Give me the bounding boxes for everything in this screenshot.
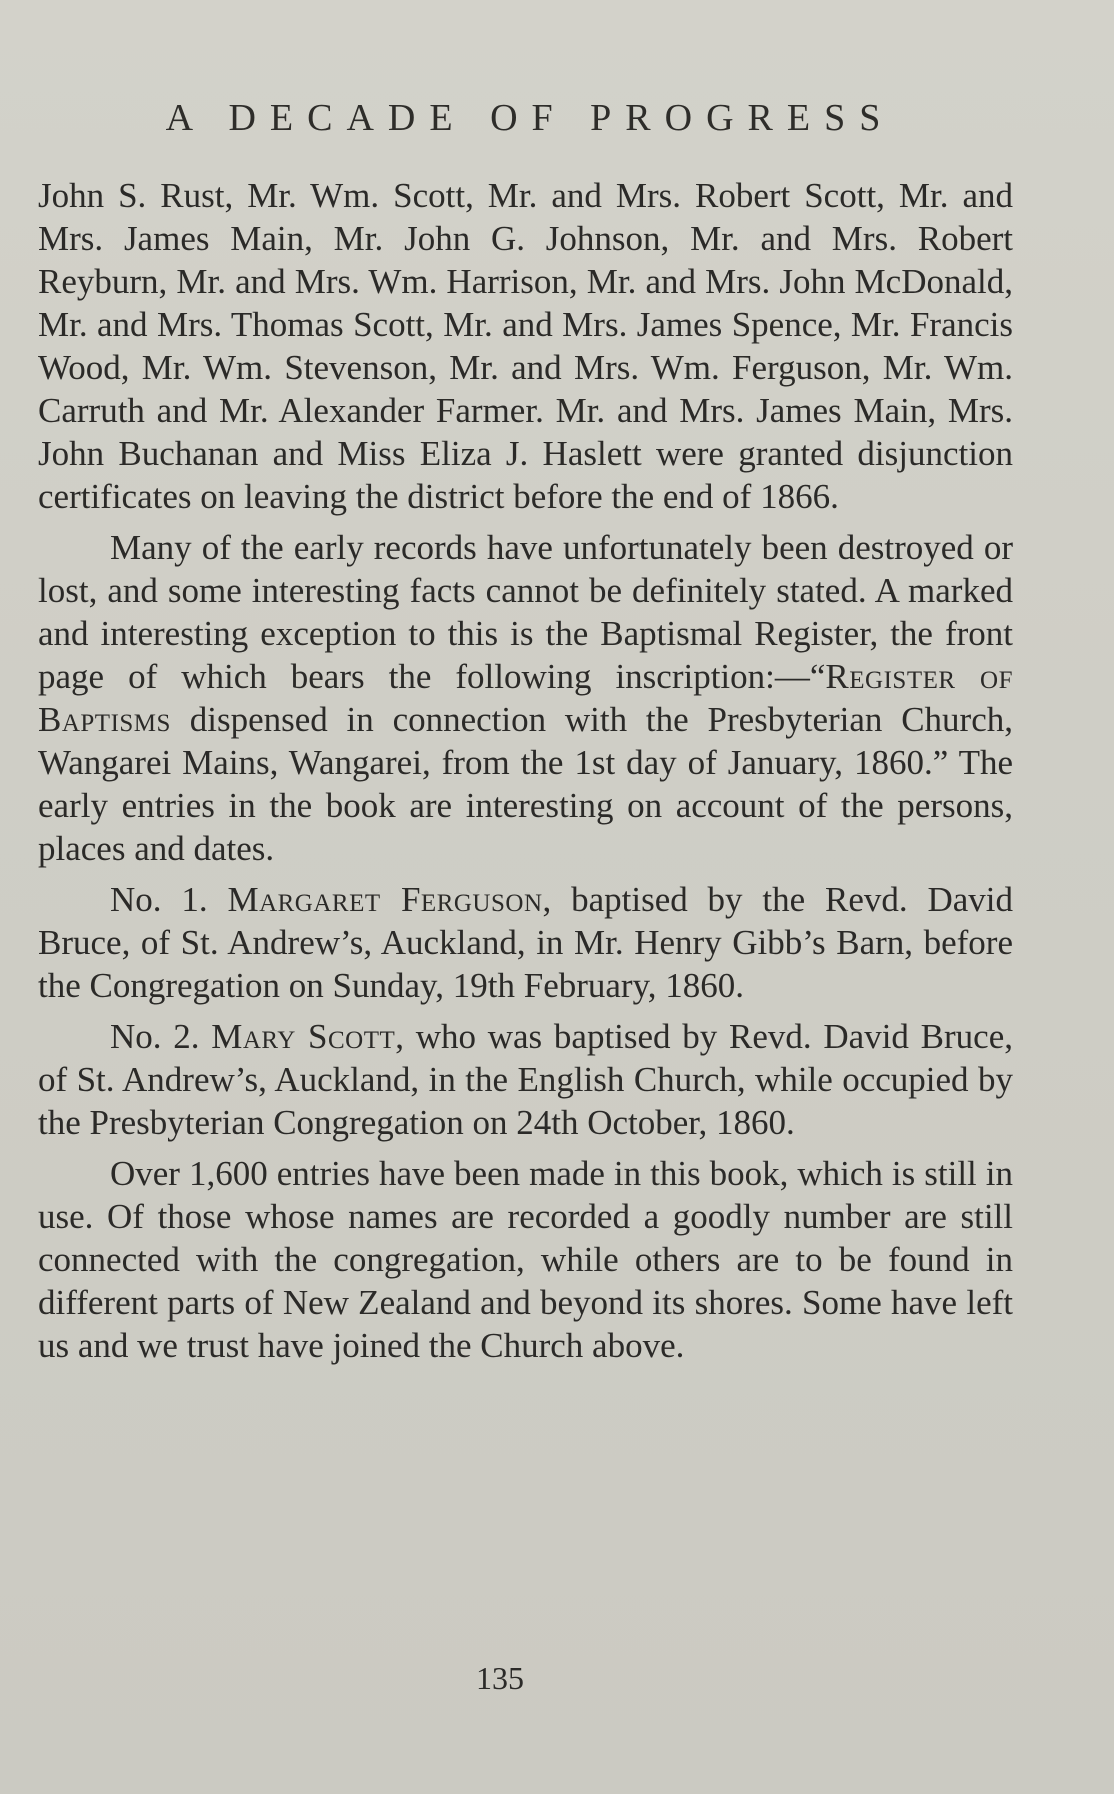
paragraph-baptismal-register [38,526,1013,870]
entry-1-name: Margaret Ferguson [227,880,543,919]
page-body [38,174,1013,1375]
paragraph-members-list: John S. Rust, Mr. Wm. Scott, Mr. and Mrs. Robert Scott, Mr. and Mrs. James Main, Mr. John G. Johnson, Mr. and Mrs. Robert Reyburn, Mr. and Mrs. Wm. Harrison, Mr. and Mrs. John McDonald, Mr. and Mrs. Thomas Scott, Mr. and Mrs. James Spence, Mr. Francis Wood, Mr. Wm. Stevenson, Mr. and Mrs. Wm. Ferguson, Mr. Wm. Carruth and Mr. Alexander Farmer. Mr. and Mrs. James Main, Mrs. John Buchanan and Miss Eliza J. Haslett were granted disjunction certificates on leaving the district before the end of 1866. [38,176,1013,516]
register-intro-text: Many of the early records have unfortunately been destroyed or lost, and some interesting facts cannot be definitely stated. A marked and interesting exception to this is the Baptismal Register, the front page of which bears the following inscription:—“ [38,528,1013,696]
paragraph-entry-1 [38,878,1013,1007]
entry-2-details: , who was baptised by Revd. David Bruce, of St. Andrew’s, Auckland, in the English Church, while occupied by the Presbyterian Congregation on 24th October, 1860. [38,1017,1013,1142]
entry-2-name: Mary Scott [211,1017,396,1056]
paragraph-entries-summary: Over 1,600 entries have been made in this book, which is still in use. Of those whose names are recorded a goodly number are still connected with the congregation, while others are to be found in different parts of New Zealand and beyond its shores. Some have left us and we trust have joined the Church above. [38,1154,1013,1365]
page-number: 135 [476,1660,524,1696]
paragraph-entry-2 [38,1015,1013,1144]
running-header: A DECADE OF PROGRESS [165,97,895,139]
entry-1-number: No. 1. [110,880,228,919]
entry-1-details: , baptised by the Revd. David Bruce, of St. Andrew’s, Auckland, in Mr. Henry Gibb’s Barn, before the Congregation on Sunday, 19th February, 1860. [38,880,1013,1005]
entry-2-number: No. 2. [110,1017,212,1056]
register-description-text: dispensed in connection with the Presbyterian Church, Wangarei Mains, Wangarei, from the 1st day of January, 1860.” The early entries in the book are interesting on account of the persons, places and dates. [38,700,1013,868]
register-title: Register of Baptisms [38,657,1013,739]
